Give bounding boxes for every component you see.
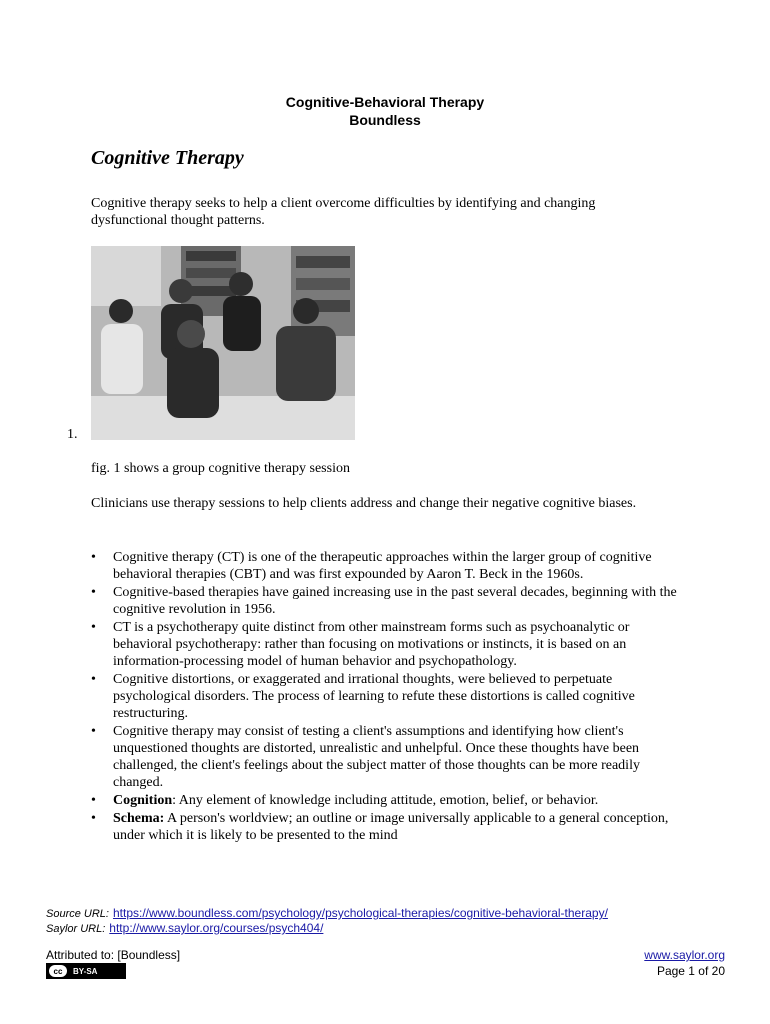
saylor-site-link[interactable]: www.saylor.org bbox=[644, 948, 725, 962]
saylor-url-label: Saylor URL: bbox=[46, 923, 106, 935]
list-number: 1. bbox=[67, 427, 78, 442]
figure-caption: fig. 1 shows a group cognitive therapy session bbox=[91, 461, 350, 476]
page-number: Page 1 of 20 bbox=[656, 964, 725, 978]
license-label: BY-SA bbox=[73, 966, 98, 976]
section-title: Cognitive Therapy bbox=[91, 147, 244, 169]
source-url-label: Source URL: bbox=[46, 908, 109, 920]
list-item: • CT is a psychotherapy quite distinct from other mainstream forms such as psychoanalytic or behavioral psychotherapy: rather than focusing on motivations or instincts, it is based on an information-processing model of human behavior and psychopathology. bbox=[91, 619, 691, 670]
summary-paragraph: Clinicians use therapy sessions to help clients address and change their negative cognitive biases. bbox=[91, 496, 637, 511]
list-item: • Cognitive-based therapies have gained increasing use in the past several decades, beginning with the cognitive revolution in 1956. bbox=[91, 584, 691, 618]
cc-license-badge bbox=[46, 963, 126, 979]
list-item: • Schema: A person's worldview; an outline or image universally applicable to a general conception, under which it is likely to be presented to the mind bbox=[91, 810, 691, 844]
photo-illustration bbox=[91, 246, 355, 440]
list-item: • Cognition: Any element of knowledge including attitude, emotion, belief, or behavior. bbox=[91, 792, 691, 809]
list-item: • Cognitive distortions, or exaggerated and irrational thoughts, were believed to perpetuate psychological disorders. The process of learning to refute these distortions is called cognitive restructuring. bbox=[91, 671, 691, 722]
saylor-url-line bbox=[46, 919, 323, 937]
cc-icon: cc bbox=[49, 965, 67, 977]
term-cognition: Cognition bbox=[113, 793, 173, 808]
source-url-link[interactable]: https://www.boundless.com/psychology/psychological-therapies/cognitive-behavioral-therapy/ bbox=[112, 906, 608, 920]
document-subtitle: Boundless bbox=[349, 112, 421, 128]
attribution: Attributed to: [Boundless] bbox=[46, 948, 181, 962]
saylor-url-link[interactable]: http://www.saylor.org/courses/psych404/ bbox=[109, 921, 324, 935]
intro-paragraph: Cognitive therapy seeks to help a client overcome difficulties by identifying and changing dysfunctional thought patterns. bbox=[91, 196, 596, 228]
term-schema: Schema: bbox=[113, 811, 165, 826]
list-item: • Cognitive therapy (CT) is one of the therapeutic approaches within the larger group of cognitive behavioral therapies (CBT) and was first expounded by Aaron T. Beck in the 1960s. bbox=[91, 549, 691, 583]
therapy-session-photo bbox=[91, 246, 355, 440]
list-item: • Cognitive therapy may consist of testing a client's assumptions and identifying how client's unquestioned thoughts are distorted, unrealistic and unhelpful. Once these thoughts have been challenged, the client's feelings about the subject matter of those thoughts can be more readily changed. bbox=[91, 723, 691, 791]
document-title: Cognitive-Behavioral Therapy bbox=[285, 94, 485, 110]
key-points-list bbox=[91, 549, 691, 845]
